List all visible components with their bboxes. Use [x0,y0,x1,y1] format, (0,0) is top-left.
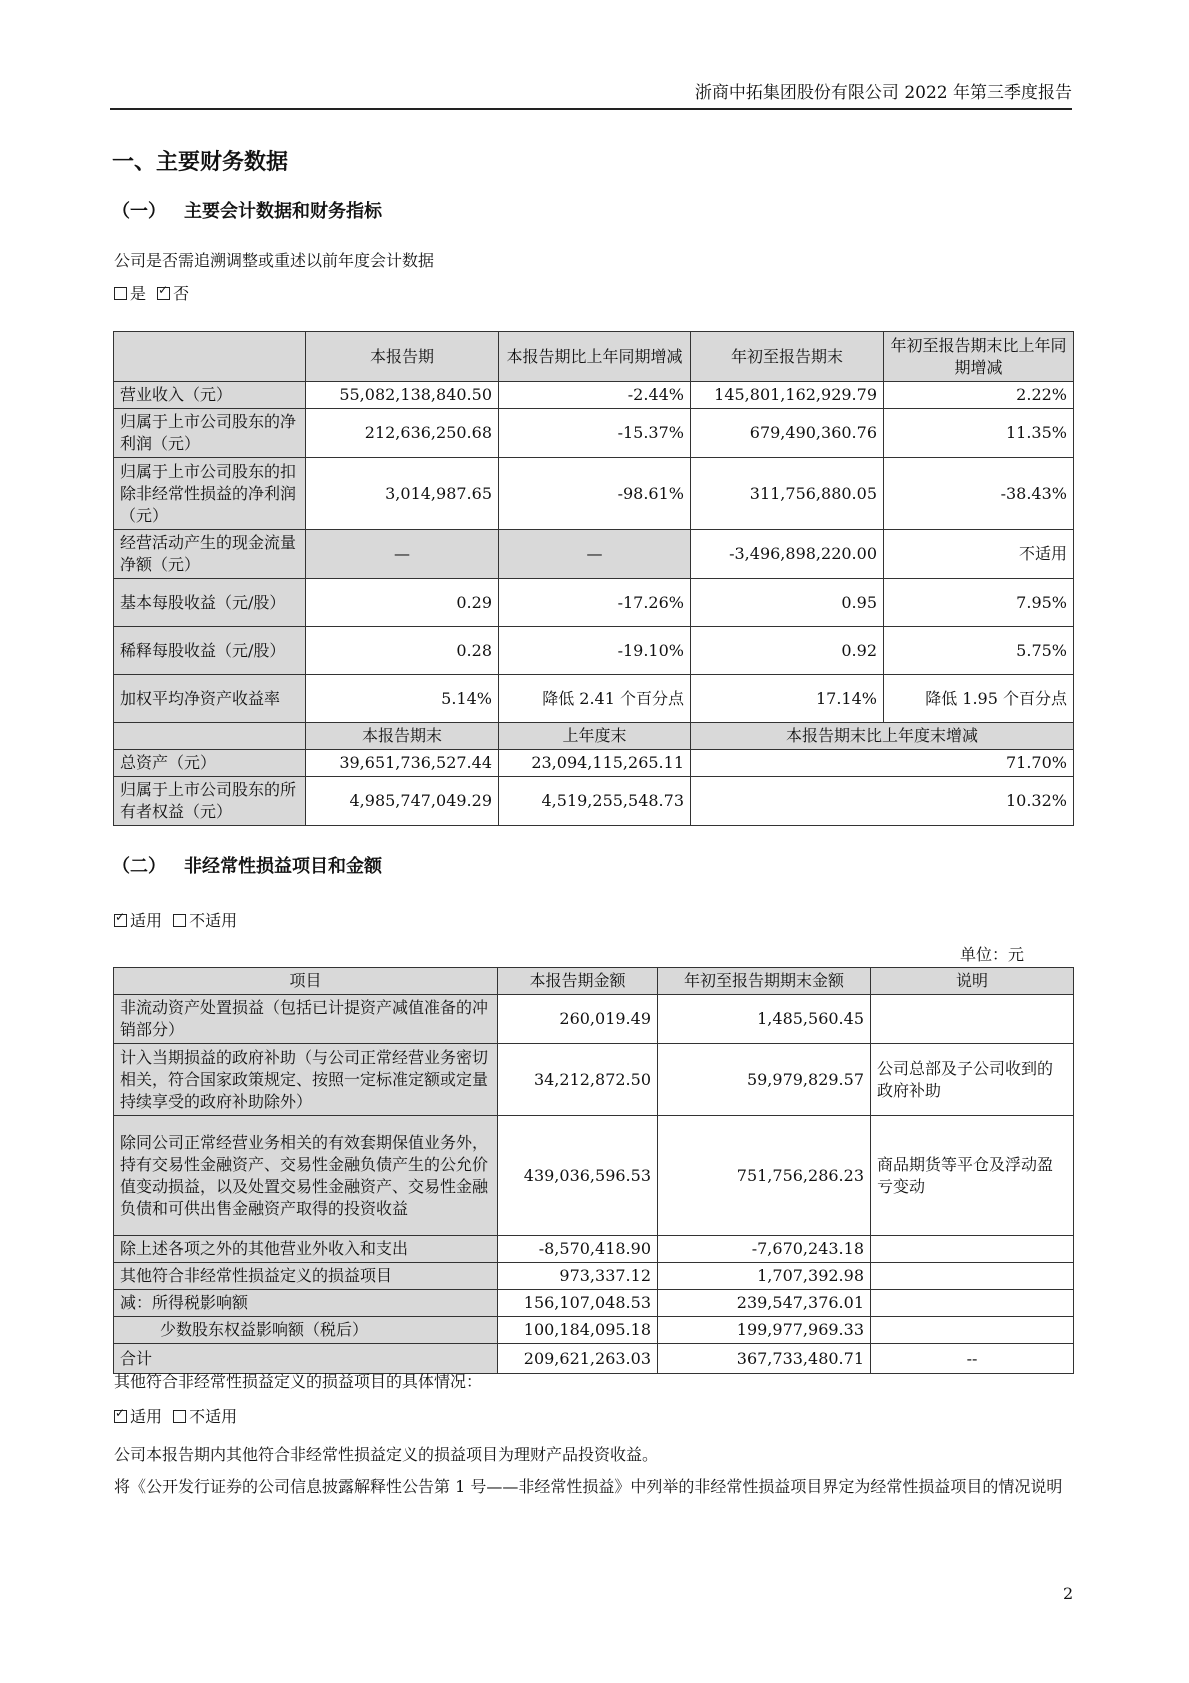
table-cell: 降低 2.41 个百分点 [499,675,691,723]
checkbox-unchecked-icon [173,914,186,927]
subsection-number: （一） [112,201,166,222]
table-cell: 降低 1.95 个百分点 [884,675,1074,723]
applicable-no-label: 不适用 [189,1407,238,1426]
subsection-label: 主要会计数据和财务指标 [184,201,382,222]
table-cell: 55,082,138,840.50 [306,382,499,409]
table-cell [871,1290,1074,1317]
table-cell: 439,036,596.53 [498,1116,658,1236]
table-cell [871,995,1074,1044]
table-cell: 59,979,829.57 [658,1044,871,1116]
table-cell: -38.43% [884,458,1074,530]
non-recurring-items-table [113,967,1074,1374]
table-cell: 367,733,480.71 [658,1344,871,1374]
table-subheader-row [114,723,1074,750]
applicable-options-2 [114,1404,237,1427]
row-label: 总资产（元） [114,750,306,777]
table-row [114,409,1074,458]
table-header-cell: 本报告期 [306,332,499,382]
table-cell: 239,547,376.01 [658,1290,871,1317]
table-cell: 11.35% [884,409,1074,458]
row-label: 基本每股收益（元/股） [114,579,306,627]
table-cell: 1,485,560.45 [658,995,871,1044]
table-cell: 不适用 [884,530,1074,579]
table-row [114,579,1074,627]
row-label: 除上述各项之外的其他营业外收入和支出 [114,1236,498,1263]
table-row [114,777,1074,826]
table-row [114,1236,1074,1263]
row-label: 加权平均净资产收益率 [114,675,306,723]
row-label: 合计 [114,1344,498,1374]
table-header-cell: 本报告期金额 [498,968,658,995]
table-header-cell: 说明 [871,968,1074,995]
table-header-cell: 年初至报告期末 [691,332,884,382]
table-cell: 5.14% [306,675,499,723]
table-cell: -98.61% [499,458,691,530]
table-cell: 260,019.49 [498,995,658,1044]
table-cell: 145,801,162,929.79 [691,382,884,409]
table-header-cell: 项目 [114,968,498,995]
table-cell: 0.29 [306,579,499,627]
table-cell: 商品期货等平仓及浮动盈亏变动 [871,1116,1074,1236]
row-label: 经营活动产生的现金流量净额（元） [114,530,306,579]
table-row [114,750,1074,777]
checkbox-checked-icon [114,1410,127,1423]
table-row [114,675,1074,723]
table-cell: 4,519,255,548.73 [499,777,691,826]
subsection-label: 非经常性损益项目和金额 [184,856,382,877]
subsection-title-accounting-data [112,197,382,223]
row-label: 其他符合非经常性损益定义的损益项目 [114,1263,498,1290]
table-header-cell: 年初至报告期末比上年同期增减 [884,332,1074,382]
table-row [114,458,1074,530]
unit-label: 单位：元 [960,945,1025,964]
row-label: 营业收入（元） [114,382,306,409]
restate-options [114,281,189,304]
table-cell: 10.32% [691,777,1074,826]
table-header-cell [114,332,306,382]
table-cell: -3,496,898,220.00 [691,530,884,579]
row-label: 归属于上市公司股东的所有者权益（元） [114,777,306,826]
other-items-note: 其他符合非经常性损益定义的损益项目的具体情况： [114,1372,483,1391]
table-cell: 209,621,263.03 [498,1344,658,1374]
table-cell: -15.37% [499,409,691,458]
table-row [114,995,1074,1044]
row-label: 除同公司正常经营业务相关的有效套期保值业务外，持有交易性金融资产、交易性金融负债产生的公允价值变动损益，以及处置交易性金融资产、交易性金融负债和可供出售金融资产取得的投资收益 [114,1116,498,1236]
row-label: 非流动资产处置损益（包括已计提资产减值准备的冲销部分） [114,995,498,1044]
main-accounting-data-table [113,331,1074,826]
table-cell: -2.44% [499,382,691,409]
table-cell [871,1263,1074,1290]
table-cell: -19.10% [499,627,691,675]
table-cell: 7.95% [884,579,1074,627]
table-row [114,1263,1074,1290]
table-cell: -8,570,418.90 [498,1236,658,1263]
table-cell: 156,107,048.53 [498,1290,658,1317]
table-cell: 3,014,987.65 [306,458,499,530]
other-items-description: 公司本报告期内其他符合非经常性损益定义的损益项目为理财产品投资收益。 [114,1445,659,1464]
row-label: 归属于上市公司股东的净利润（元） [114,409,306,458]
table-cell: 0.28 [306,627,499,675]
row-label: 计入当期损益的政府补助（与公司正常经营业务密切相关，符合国家政策规定、按照一定标准定额或定量持续享受的政府补助除外） [114,1044,498,1116]
table-cell [871,1236,1074,1263]
table-row [114,530,1074,579]
table-cell: 17.14% [691,675,884,723]
restate-question: 公司是否需追溯调整或重述以前年度会计数据 [114,251,435,270]
table-header-row [114,332,1074,382]
section-title-main-financial-data: 一、主要财务数据 [112,150,289,175]
checkbox-checked-icon [157,287,170,300]
table-cell: 0.95 [691,579,884,627]
table-cell [871,1317,1074,1344]
report-header-title: 浙商中拓集团股份有限公司 2022 年第三季度报告 [694,83,1072,103]
restate-no-label: 否 [173,284,190,303]
subsection-title-non-recurring [112,852,382,878]
table-row [114,1044,1074,1116]
table-cell: 34,212,872.50 [498,1044,658,1116]
table-cell: -17.26% [499,579,691,627]
table-header-cell [114,723,306,750]
table-cell: 公司总部及子公司收到的政府补助 [871,1044,1074,1116]
header-rule [110,108,1072,110]
row-label: 稀释每股收益（元/股） [114,627,306,675]
subsection-number: （二） [112,856,166,877]
row-label: 少数股东权益影响额（税后） [114,1317,498,1344]
checkbox-checked-icon [114,914,127,927]
table-header-cell: 本报告期比上年同期增减 [499,332,691,382]
table-row [114,1290,1074,1317]
table-cell: 311,756,880.05 [691,458,884,530]
table-header-cell: 本报告期末 [306,723,499,750]
table-cell: -- [871,1344,1074,1374]
applicable-yes-label: 适用 [130,911,163,930]
table-cell: 4,985,747,049.29 [306,777,499,826]
table-cell: 39,651,736,527.44 [306,750,499,777]
explanation-note: 将《公开发行证券的公司信息披露解释性公告第 1 号——非经常性损益》中列举的非经常性损益项目界定为经常性损益项目的情况说明 [114,1477,1063,1496]
table-cell: 212,636,250.68 [306,409,499,458]
table-row [114,1116,1074,1236]
table-header-cell: 上年度末 [499,723,691,750]
table-header-cell: 年初至报告期期末金额 [658,968,871,995]
applicable-yes-label: 适用 [130,1407,163,1426]
checkbox-unchecked-icon [114,287,127,300]
table-cell: 2.22% [884,382,1074,409]
applicable-no-label: 不适用 [189,911,238,930]
table-row [114,382,1074,409]
table-cell: 0.92 [691,627,884,675]
table-cell: — [306,530,499,579]
applicable-options [114,908,237,931]
table-cell: 1,707,392.98 [658,1263,871,1290]
table-cell: 23,094,115,265.11 [499,750,691,777]
table-row [114,627,1074,675]
table-cell: 71.70% [691,750,1074,777]
table-header-row [114,968,1074,995]
row-label: 归属于上市公司股东的扣除非经常性损益的净利润（元） [114,458,306,530]
page-number: 2 [1063,1584,1074,1603]
table-header-cell: 本报告期末比上年度末增减 [691,723,1074,750]
table-cell: 5.75% [884,627,1074,675]
table-cell: -7,670,243.18 [658,1236,871,1263]
table-cell: 751,756,286.23 [658,1116,871,1236]
table-cell: 100,184,095.18 [498,1317,658,1344]
table-cell: — [499,530,691,579]
row-label: 减：所得税影响额 [114,1290,498,1317]
table-cell: 679,490,360.76 [691,409,884,458]
table-row [114,1317,1074,1344]
checkbox-unchecked-icon [173,1410,186,1423]
table-cell: 199,977,969.33 [658,1317,871,1344]
restate-yes-label: 是 [130,284,147,303]
table-cell: 973,337.12 [498,1263,658,1290]
